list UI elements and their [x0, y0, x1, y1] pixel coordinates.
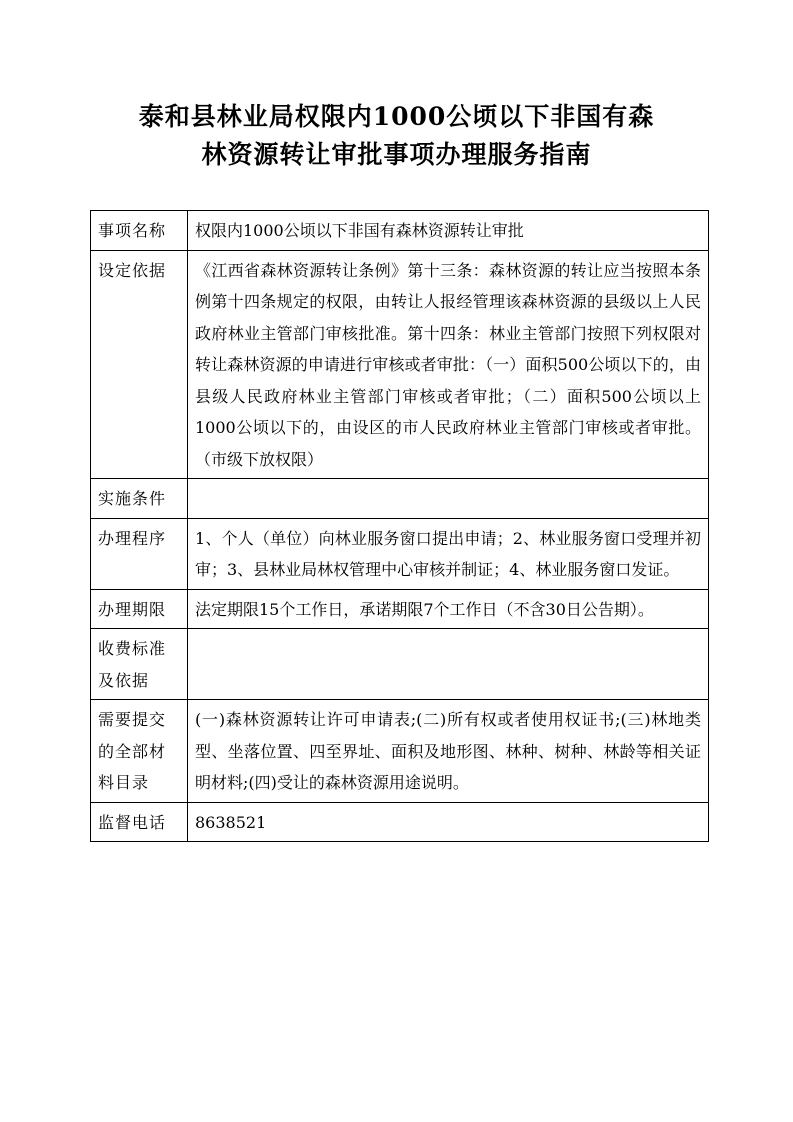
- title-line-1: 泰和县林业局权限内1000公顷以下非国有森: [138, 102, 655, 131]
- row-fees: [91, 629, 709, 700]
- value-procedure: 1、个人（单位）向林业服务窗口提出申请；2、林业服务窗口受理并初审；3、县林业局林权管理中心审核并制证；4、林业服务窗口发证。: [188, 518, 709, 589]
- title-line-2: 林资源转让审批事项办理服务指南: [201, 140, 592, 169]
- label-hotline: 监督电话: [91, 802, 188, 842]
- label-materials: 需要提交的全部材料目录: [91, 700, 188, 803]
- value-conditions: [188, 479, 709, 519]
- label-fees: 收费标准及依据: [91, 629, 188, 700]
- label-item-name: 事项名称: [91, 211, 188, 251]
- service-guide-table: [90, 210, 709, 842]
- page-title: [0, 98, 793, 174]
- row-conditions: [91, 479, 709, 519]
- value-legal-basis: 《江西省森林资源转让条例》第十三条：森林资源的转让应当按照本条例第十四条规定的权限，由转让人报经管理该森林资源的县级以上人民政府林业主管部门审核批准。第十四条：林业主管部门按照下列权限对转让森林资源的申请进行审核或者审批：（一）面积500公顷以下的，由县级人民政府林业主管部门审核或者审批；（二）面积500公顷以上1000公顷以下的，由设区的市人民政府林业主管部门审核或者审批。（市级下放权限）: [188, 250, 709, 479]
- value-hotline: 8638521: [188, 802, 709, 842]
- row-item-name: [91, 211, 709, 251]
- value-item-name: 权限内1000公顷以下非国有森林资源转让审批: [188, 211, 709, 251]
- label-legal-basis: 设定依据: [91, 250, 188, 479]
- row-materials: [91, 700, 709, 803]
- row-legal-basis: [91, 250, 709, 479]
- label-procedure: 办理程序: [91, 518, 188, 589]
- row-procedure: [91, 518, 709, 589]
- value-fees: [188, 629, 709, 700]
- row-hotline: [91, 802, 709, 842]
- value-time-limit: 法定期限15个工作日，承诺期限7个工作日（不含30日公告期）。: [188, 589, 709, 629]
- row-time-limit: [91, 589, 709, 629]
- label-conditions: 实施条件: [91, 479, 188, 519]
- value-materials: (一)森林资源转让许可申请表;(二)所有权或者使用权证书;(三)林地类型、坐落位置、四至界址、面积及地形图、林种、树种、林龄等相关证明材料;(四)受让的森林资源用途说明。: [188, 700, 709, 803]
- label-time-limit: 办理期限: [91, 589, 188, 629]
